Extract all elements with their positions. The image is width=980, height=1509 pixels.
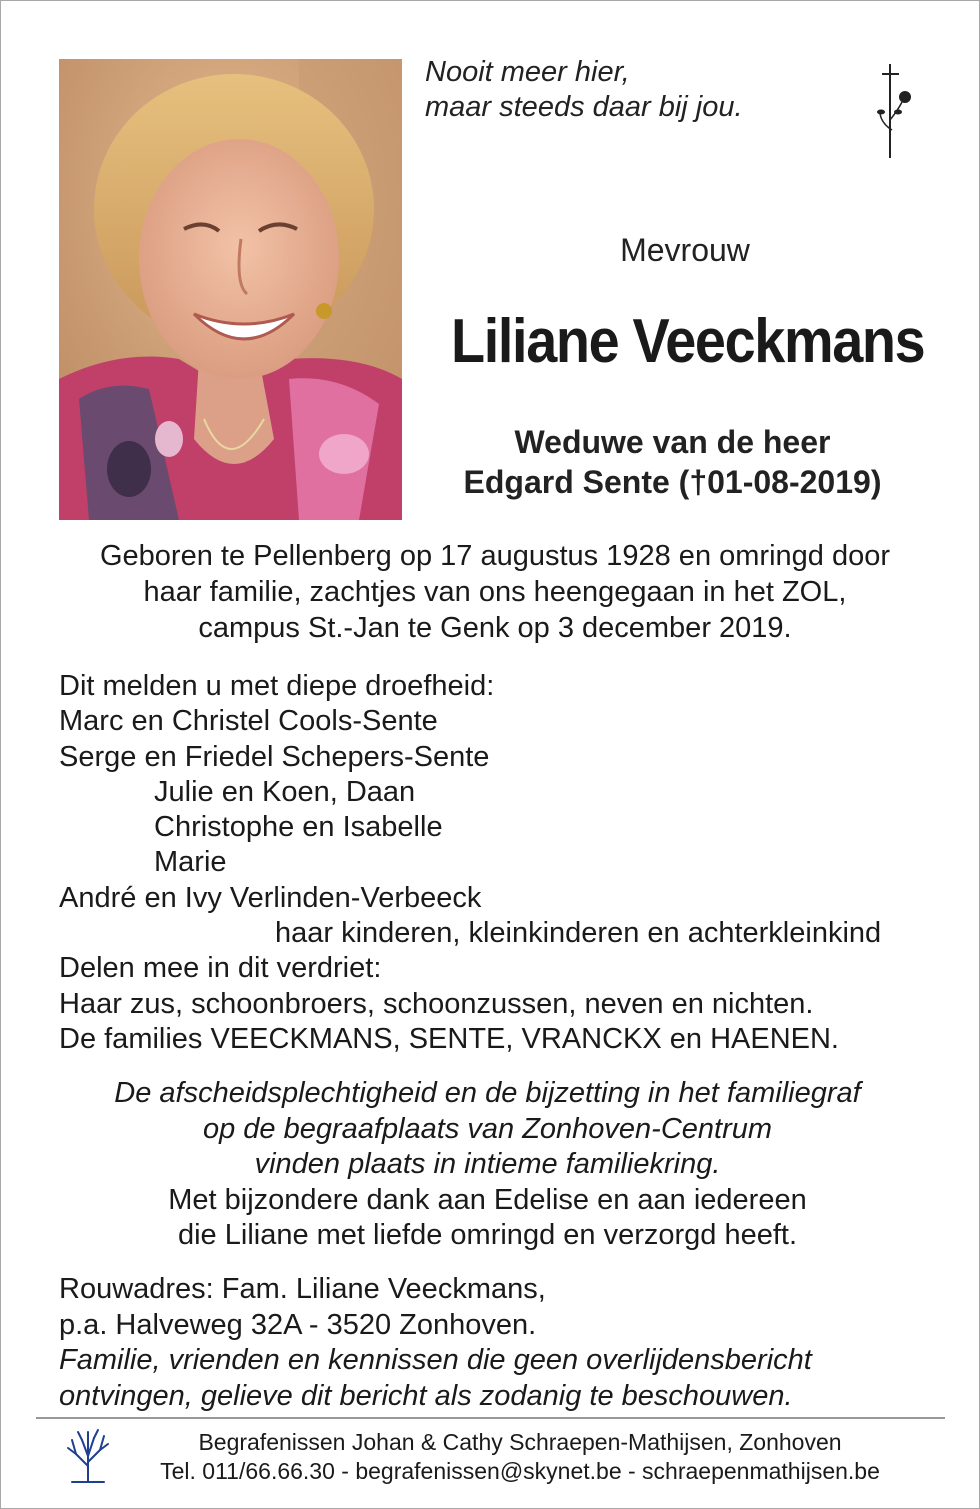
- ceremony-line: op de begraafplaats van Zonhoven-Centrum: [202, 1112, 773, 1145]
- notice-line: Familie, vrienden en kennissen die geen overlijdensbericht: [59, 1344, 812, 1376]
- shared-grief-intro: Delen mee in dit verdriet:: [59, 952, 382, 985]
- family-member: André en Ivy Verlinden-Verbeeck: [59, 881, 482, 914]
- tree-logo-icon: [62, 1426, 114, 1484]
- quote: [425, 55, 743, 125]
- birth-death-info: [40, 538, 950, 646]
- grandchildren: Christophe en Isabelle: [154, 811, 443, 844]
- deceased-name: Liliane Veeckmans: [451, 307, 925, 376]
- divider: [36, 1417, 945, 1419]
- widow-line: Weduwe van de heer: [514, 424, 831, 460]
- relatives: Haar zus, schoonbroers, schoonzussen, neven en nichten.: [59, 987, 814, 1020]
- widow-info: [420, 422, 925, 502]
- funeral-home-contact: Tel. 011/66.66.30 - begrafenissen@skynet.be - schraepenmathijsen.be: [160, 1458, 880, 1484]
- ceremony-line: vinden plaats in intieme familiekring.: [254, 1148, 721, 1180]
- grandchildren: Marie: [154, 846, 227, 879]
- family-member: Serge en Friedel Schepers-Sente: [59, 740, 490, 773]
- family-summary: haar kinderen, kleinkinderen en achterkleinkind: [275, 917, 882, 950]
- address-line: Rouwadres: Fam. Liliane Veeckmans,: [59, 1273, 546, 1305]
- family-list: [59, 669, 881, 1057]
- grandchildren: Julie en Koen, Daan: [154, 775, 416, 808]
- funeral-home-name: Begrafenissen Johan & Cathy Schraepen-Mathijsen, Zonhoven: [198, 1429, 842, 1455]
- cross-rose-icon: [868, 60, 916, 160]
- thanks-line: Met bijzondere dank aan Edelise en aan iedereen: [168, 1183, 807, 1216]
- widow-line: Edgard Sente (†01-08-2019): [463, 464, 882, 500]
- family-member: Marc en Christel Cools-Sente: [59, 705, 438, 738]
- portrait-photo: [59, 59, 402, 520]
- quote-line: maar steeds daar bij jou.: [425, 91, 743, 123]
- address-line: p.a. Halveweg 32A - 3520 Zonhoven.: [59, 1308, 537, 1341]
- text-line: Geboren te Pellenberg op 17 augustus 1928 en omringd door: [99, 540, 890, 572]
- notice-line: ontvingen, gelieve dit bericht als zodanig te beschouwen.: [59, 1379, 793, 1412]
- text-line: campus St.-Jan te Genk op 3 december 2019.: [198, 612, 792, 644]
- thanks-line: die Liliane met liefde omringd en verzorgd heeft.: [177, 1219, 798, 1251]
- ceremony-line: De afscheidsplechtigheid en de bijzetting in het familiegraf: [114, 1077, 861, 1109]
- text-line: haar familie, zachtjes van ons heengegaan in het ZOL,: [143, 576, 847, 608]
- funeral-home-footer: [120, 1428, 920, 1486]
- families: De families VEECKMANS, SENTE, VRANCKX en HAENEN.: [59, 1022, 839, 1055]
- mourning-address: [59, 1272, 812, 1414]
- ceremony-info: [40, 1076, 935, 1254]
- quote-line: Nooit meer hier,: [425, 56, 630, 88]
- family-intro: Dit melden u met diepe droefheid:: [59, 670, 495, 702]
- honorific-title: Mevrouw: [620, 232, 750, 268]
